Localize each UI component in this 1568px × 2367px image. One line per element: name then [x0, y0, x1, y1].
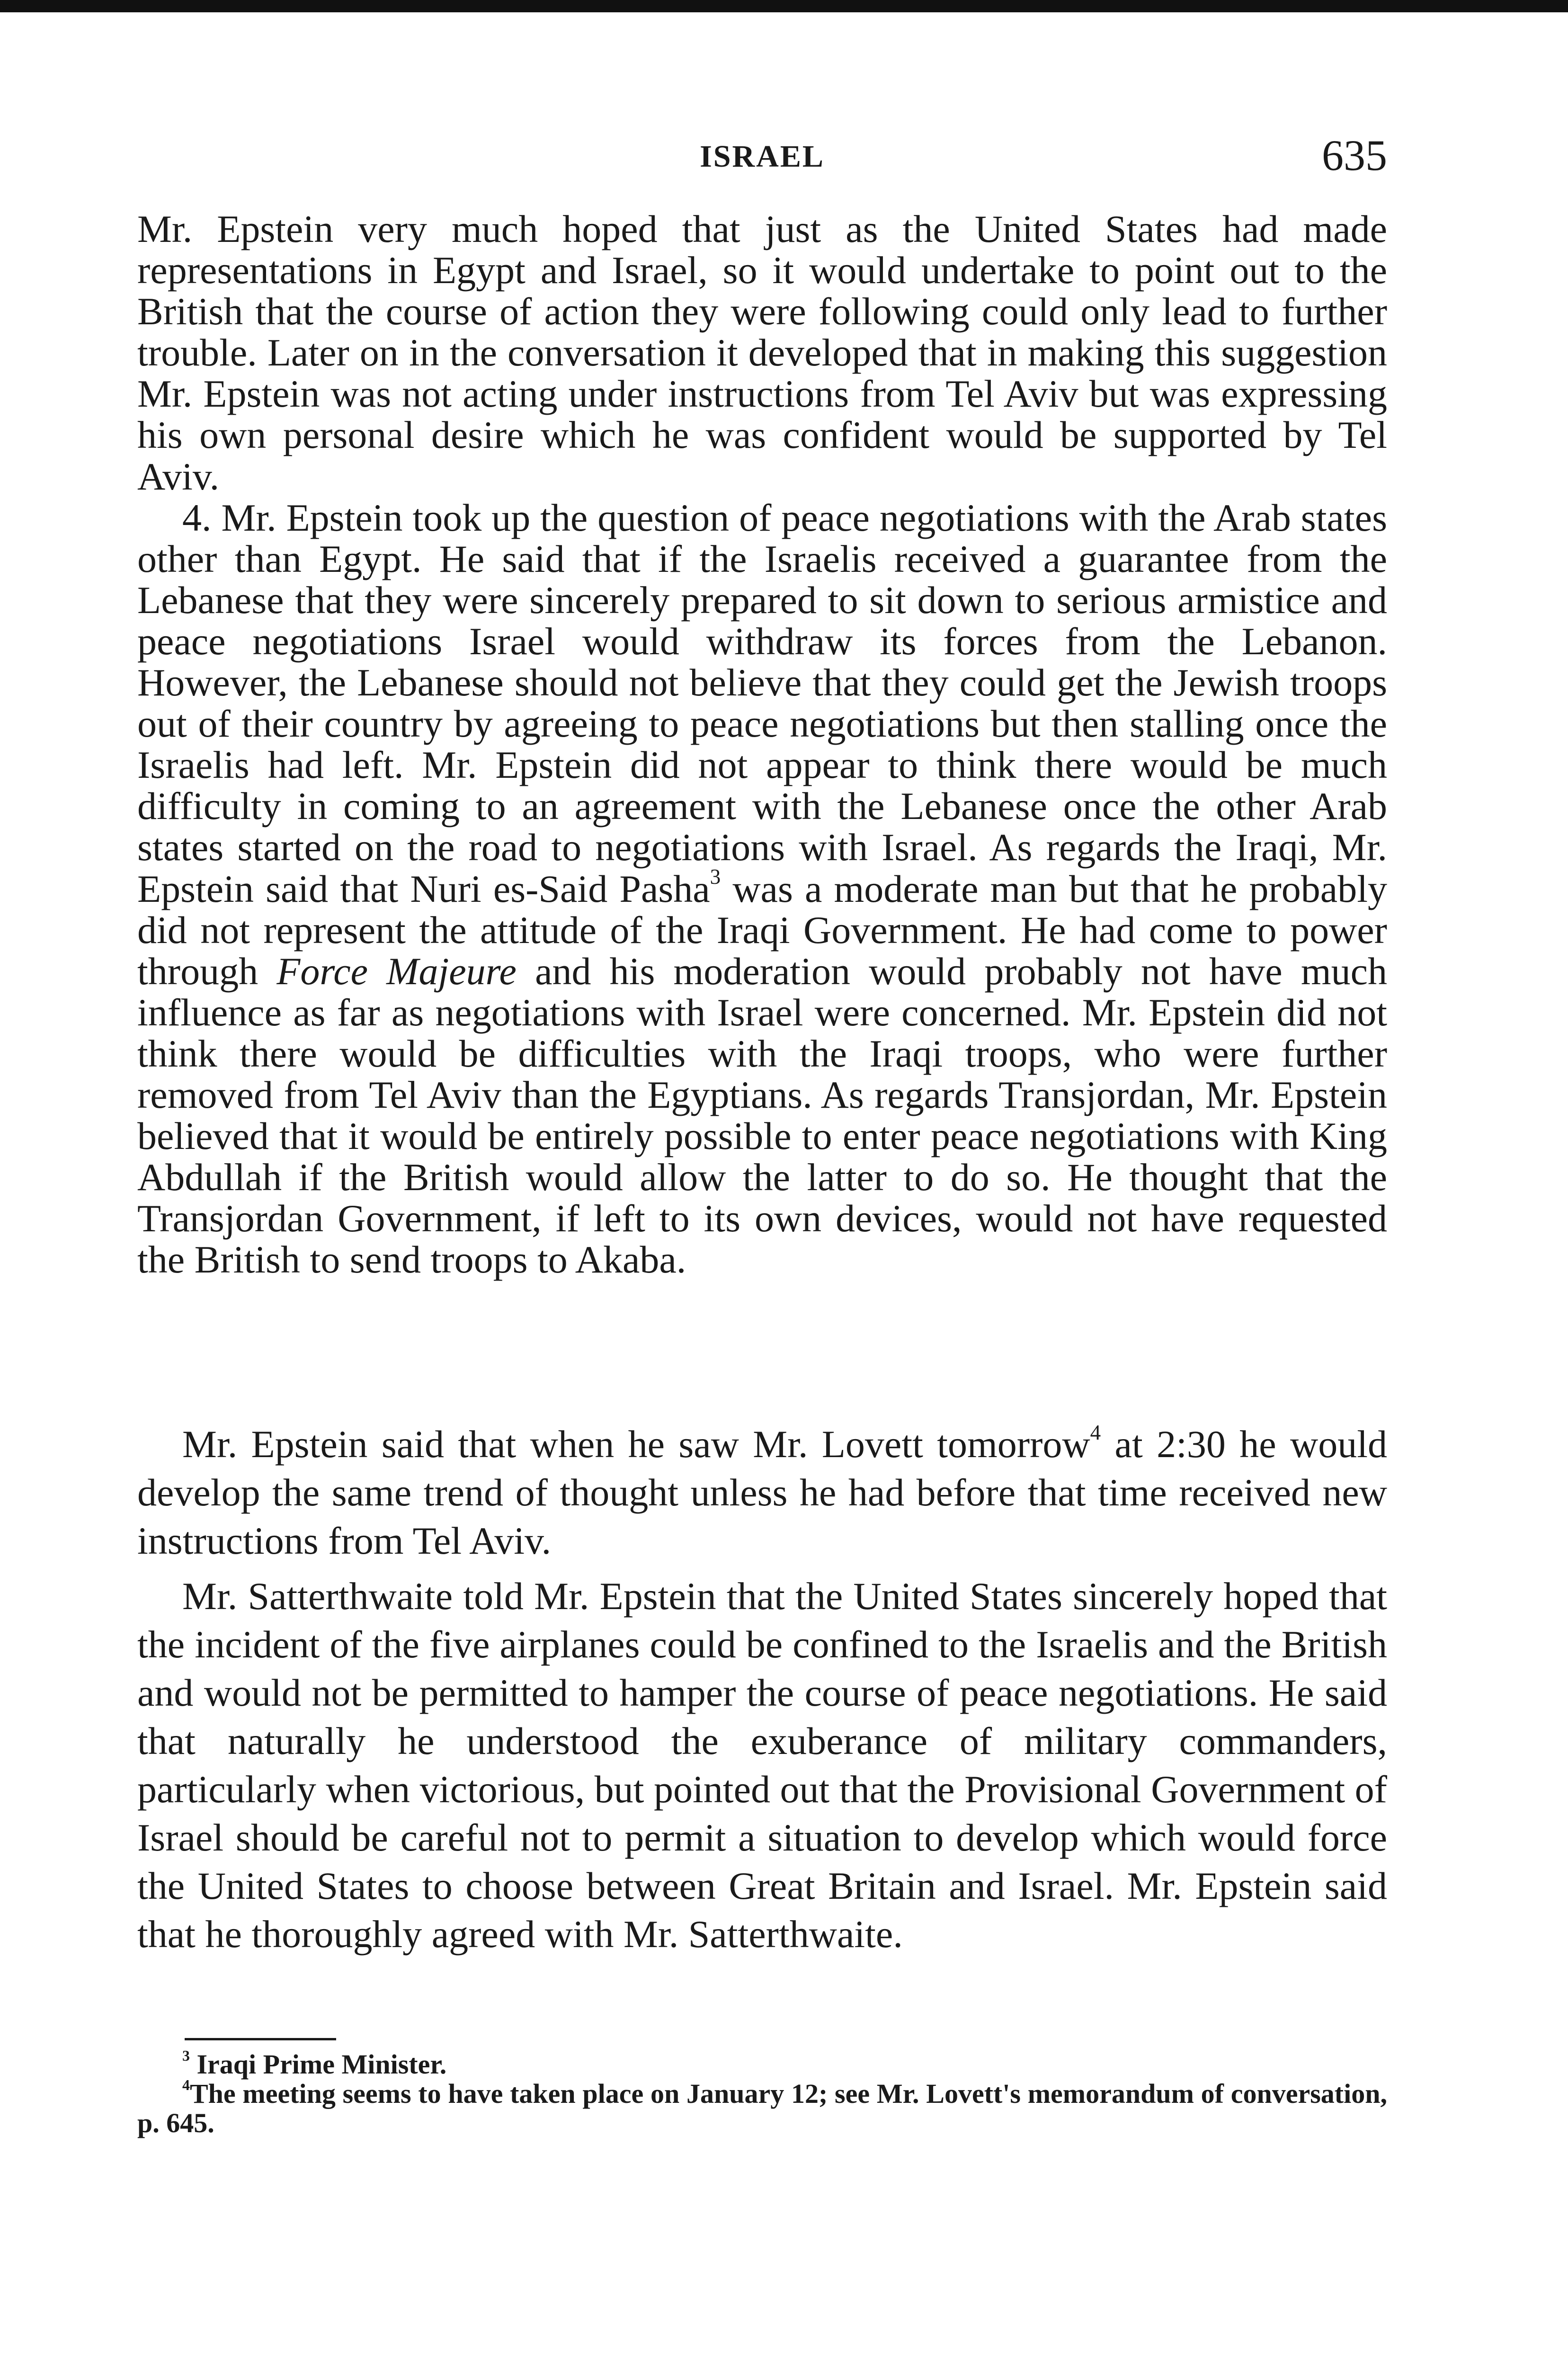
paragraph-lovett-meeting	[137, 1420, 1387, 1565]
body-text-upper	[137, 208, 1387, 1280]
page-number: 635	[1322, 131, 1387, 179]
paragraph-item-4-part-3: and his moderation would probably not have much influence as far as negotiations with Israel were concerned. Mr. Epstein did not think there would be difficulties with the Iraqi troops, who were further removed from Tel Aviv than the Egyptians. As regards Transjordan, Mr. Epstein believed that it would be entirely possible to enter peace negotiations with King Abdullah if the British would allow the latter to do so. He thought that the Transjordan Government, if left to its own devices, would not have requested the British to send troops to Akaba.	[137, 949, 1388, 1281]
paragraph-item-4-part-1: 4. Mr. Epstein took up the question of peace negotiations with the Arab states other than Egypt. He said that if the Israelis received a guarantee from the Lebanese that they were sincerely prepared to sit down to serious armistice and peace negotiations Israel would withdraw its forces from the Lebanon. However, the Lebanese should not believe that they could get the Jewish troops out of their country by agreeing to peace negotiations but then stalling once the Israelis had left. Mr. Epstein did not appear to think there would be much difficulty in coming to an agreement with the Lebanese once the other Arab states started on the road to negotiations with Israel. As regards the Iraqi, Mr. Epstein said that Nuri es-Said Pasha	[137, 496, 1387, 910]
top-border-rule	[0, 0, 1568, 12]
running-head	[137, 130, 1387, 182]
paragraph-epstein-hope: Mr. Epstein very much hoped that just as the United States had made representations in Egypt and Israel, so it would undertake to point out to the British that the course of action they were following could only lead to further trouble. Later on in the conversation it developed that in making this suggestion Mr. Epstein was not acting under instructions from Tel Aviv but was expressing his own personal desire which he was confident would be supported by Tel Aviv.	[137, 207, 1387, 498]
footnote-ref-3: 3	[710, 865, 721, 889]
paragraph-lovett-part-1: Mr. Epstein said that when he saw Mr. Lovett tomorrow	[182, 1423, 1090, 1466]
body-text-lower	[137, 1420, 1387, 1958]
footnote-3	[137, 2047, 1387, 2080]
paragraph-item-4	[137, 497, 1387, 1281]
footnote-3-marker: 3	[182, 2047, 190, 2064]
paragraph-lovett-part-2: at 2:30 he would develop the same trend of thought unless he had before that time received new instructions from Tel Aviv.	[137, 1423, 1387, 1562]
footnote-4-text: The meeting seems to have taken place on January 12; see Mr. Lovett's memorandum of conversation, p. 645.	[137, 2078, 1387, 2138]
footnotes	[137, 2047, 1387, 2138]
footnote-4-marker: 4	[182, 2077, 190, 2094]
footnote-ref-4: 4	[1090, 1420, 1101, 1444]
paragraph-satterthwaite: Mr. Satterthwaite told Mr. Epstein that the United States sincerely hoped that the incident of the five airplanes could be confined to the Israelis and the British and would not be permitted to hamper the course of peace negotiations. He said that naturally he understood the exuberance of military commanders, particularly when victorious, but pointed out that the Provisional Government of Israel should be careful not to permit a situation to develop which would force the United States to choose between Great Britain and Israel. Mr. Epstein said that he thoroughly agreed with Mr. Satterthwaite.	[137, 1575, 1387, 1956]
page-title: ISRAEL	[700, 139, 825, 174]
footnote-divider	[185, 2038, 336, 2040]
footnote-4	[137, 2079, 1387, 2138]
footnote-3-text: Iraqi Prime Minister.	[189, 2049, 447, 2080]
paragraph-item-4-part-2: was a moderate man but that he probably did not represent the attitude of the Iraqi Government. He had come to power through	[137, 867, 1387, 993]
force-majeure-italic: Force Majeure	[276, 949, 517, 993]
